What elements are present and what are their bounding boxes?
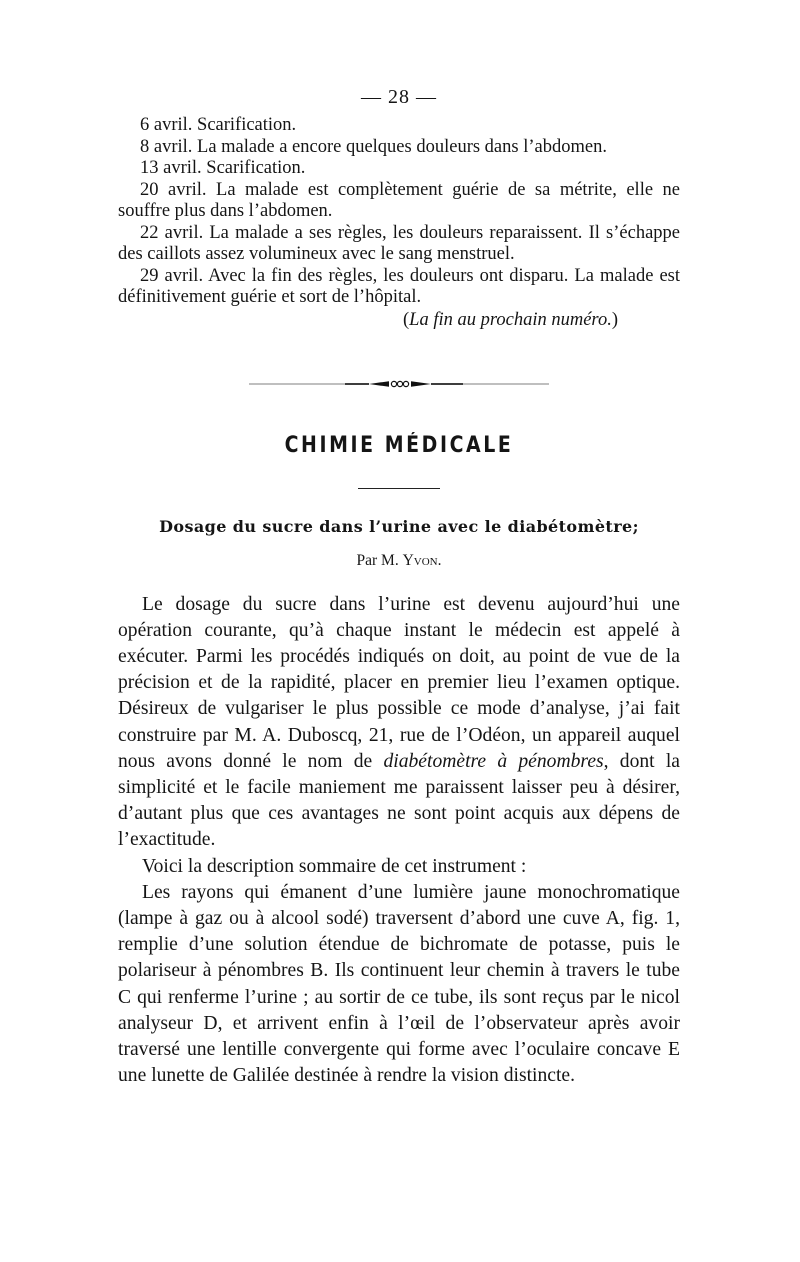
- continuation-open-paren: (: [403, 309, 410, 330]
- author-name: Yvon.: [402, 551, 442, 569]
- section-title: CHIMIE MÉDICALE: [284, 432, 514, 458]
- article-author: [118, 552, 680, 570]
- journal-entry: 29 avril. Avec la fin des règles, les douleurs ont disparu. La malade est définitivement guérie et sort de l’hôpital.: [118, 265, 680, 307]
- continuation-close-paren: ): [611, 309, 618, 330]
- journal-entry: 6 avril. Scarification.: [140, 115, 297, 135]
- journal-entry: 13 avril. Scarification.: [140, 158, 306, 178]
- instrument-name: diabétomètre à pénombres: [383, 750, 604, 772]
- paragraph: Les rayons qui émanent d’une lumière jaune monochromatique (lampe à gaz ou à alcool sodé) traversent d’abord une cuve A, fig. 1, remplie d’une solution étendue de bichromate de potasse, puis le polariseur à pénombres B. Ils continuent leur chemin à travers le tube C qui renferme l’urine ; au sortir de ce tube, ils sont reçus par le nicol analyseur D, et arrivent enfin à l’œil de l’observateur après avoir traversé une lentille convergente qui forme avec l’oculaire concave E une lunette de Galilée destinée à rendre la vision distincte.: [118, 881, 680, 1087]
- title-rule: [358, 488, 440, 489]
- case-journal: [118, 115, 680, 309]
- continuation-note: [118, 309, 680, 331]
- continuation-text: La fin au prochain numéro.: [409, 309, 612, 330]
- page-number: — 28 —: [361, 86, 437, 108]
- paragraph: Voici la description sommaire de cet instrument :: [142, 855, 527, 877]
- author-prefix: Par M.: [356, 551, 403, 569]
- article-title: Dosage du sucre dans l’urine avec le diabétomètre;: [159, 516, 639, 536]
- journal-entry: 22 avril. La malade a ses règles, les douleurs reparaissent. Il s’échappe des caillots assez volumineux avec le sang menstruel.: [118, 222, 680, 264]
- paragraph: [118, 592, 680, 854]
- ornament-divider: [249, 379, 549, 389]
- document-page: [118, 86, 680, 1089]
- paragraph-text: , dont la simplicité et le facile maniement me paraissent laisser peu à désirer, d’autant plus que ces avantages ne sont point acquis aux dépens de l’exactitude.: [118, 750, 680, 851]
- paragraph-text: Le dosage du sucre dans l’urine est devenu aujourd’hui une opération courante, qu’à chaque instant le médecin est appelé à exécuter. Parmi les procédés indiqués on doit, au point de vue de la précision et de la rapidité, placer en premier lieu l’examen optique. Désireux de vulgariser le plus possible ce mode d’analyse, j’ai fait construire par M. A. Duboscq, 21, rue de l’Odéon, un appareil auquel nous avons donné le nom de: [118, 593, 680, 772]
- article-body: [118, 592, 680, 1090]
- journal-entry: 8 avril. La malade a encore quelques douleurs dans l’abdomen.: [140, 136, 607, 157]
- journal-entry: 20 avril. La malade est complètement guérie de sa métrite, elle ne souffre plus dans l’abdomen.: [118, 179, 680, 221]
